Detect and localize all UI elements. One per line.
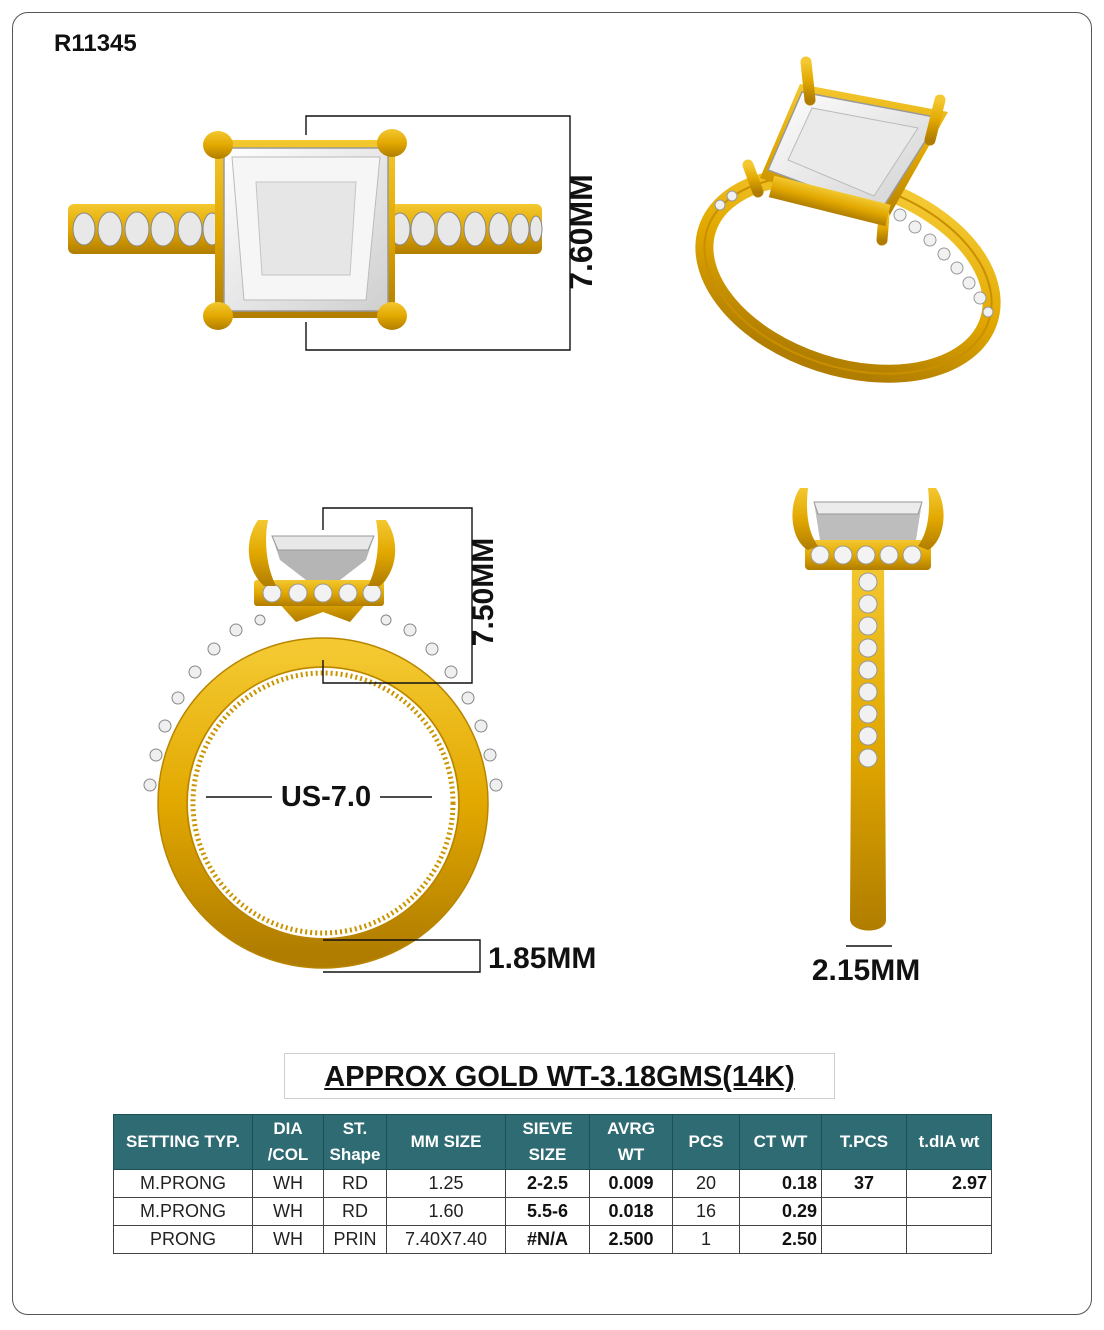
cell-pcs: 16 xyxy=(673,1198,740,1226)
cell-shape: RD xyxy=(324,1170,387,1198)
profile-view xyxy=(792,488,943,987)
side-height-label: 7.50MM xyxy=(467,537,500,647)
cell-sieve: 2-2.5 xyxy=(506,1170,590,1198)
top-view xyxy=(68,116,599,350)
design-code: R11345 xyxy=(54,30,137,57)
cell-mm: 7.40X7.40 xyxy=(387,1226,506,1254)
cell-ct-wt: 0.29 xyxy=(740,1198,822,1226)
header-setting: SETTING TYP. xyxy=(114,1115,253,1170)
cell-sieve: 5.5-6 xyxy=(506,1198,590,1226)
cell-sieve: #N/A xyxy=(506,1226,590,1254)
header-pcs: PCS xyxy=(673,1115,740,1170)
cell-shape: RD xyxy=(324,1198,387,1226)
cell-t-dia-wt xyxy=(907,1198,992,1226)
top-height-label: 7.60MM xyxy=(563,174,599,290)
cell-dia: WH xyxy=(253,1170,324,1198)
cell-t-pcs xyxy=(822,1226,907,1254)
cell-t-pcs xyxy=(822,1198,907,1226)
table-row xyxy=(114,1170,992,1198)
cell-dia: WH xyxy=(253,1198,324,1226)
header-t-pcs: T.PCS xyxy=(822,1115,907,1170)
table-header-row xyxy=(114,1115,992,1170)
cell-shape: PRIN xyxy=(324,1226,387,1254)
cell-setting: M.PRONG xyxy=(114,1198,253,1226)
ring-size-label: US-7.0 xyxy=(280,781,372,813)
header-dia: DIA /COL xyxy=(253,1115,324,1170)
cell-pcs: 1 xyxy=(673,1226,740,1254)
header-sieve: SIEVE SIZE xyxy=(506,1115,590,1170)
cell-avrg: 2.500 xyxy=(590,1226,673,1254)
table-row xyxy=(114,1226,992,1254)
table-row xyxy=(114,1198,992,1226)
gold-weight-box xyxy=(284,1053,835,1099)
perspective-view xyxy=(679,62,1017,408)
cell-t-pcs: 37 xyxy=(822,1170,907,1198)
cell-pcs: 20 xyxy=(673,1170,740,1198)
cell-mm: 1.25 xyxy=(387,1170,506,1198)
front-view xyxy=(144,508,596,975)
cell-ct-wt: 0.18 xyxy=(740,1170,822,1198)
header-mm-size: MM SIZE xyxy=(387,1115,506,1170)
gold-weight-title: APPROX GOLD WT-3.18GMS(14K) xyxy=(324,1061,795,1093)
cell-mm: 1.60 xyxy=(387,1198,506,1226)
cell-t-dia-wt: 2.97 xyxy=(907,1170,992,1198)
cell-setting: PRONG xyxy=(114,1226,253,1254)
header-avrg: AVRG WT xyxy=(590,1115,673,1170)
shank-thickness-label: 1.85MM xyxy=(488,942,597,975)
cell-ct-wt: 2.50 xyxy=(740,1226,822,1254)
cell-t-dia-wt xyxy=(907,1226,992,1254)
header-ct-wt: CT WT xyxy=(740,1115,822,1170)
stone-spec-table xyxy=(113,1114,992,1254)
cell-setting: M.PRONG xyxy=(114,1170,253,1198)
header-shape: ST. Shape xyxy=(324,1115,387,1170)
shank-width-label: 2.15MM xyxy=(811,954,921,987)
cell-avrg: 0.018 xyxy=(590,1198,673,1226)
cell-dia: WH xyxy=(253,1226,324,1254)
header-t-dia-wt: t.dIA wt xyxy=(907,1115,992,1170)
cell-avrg: 0.009 xyxy=(590,1170,673,1198)
